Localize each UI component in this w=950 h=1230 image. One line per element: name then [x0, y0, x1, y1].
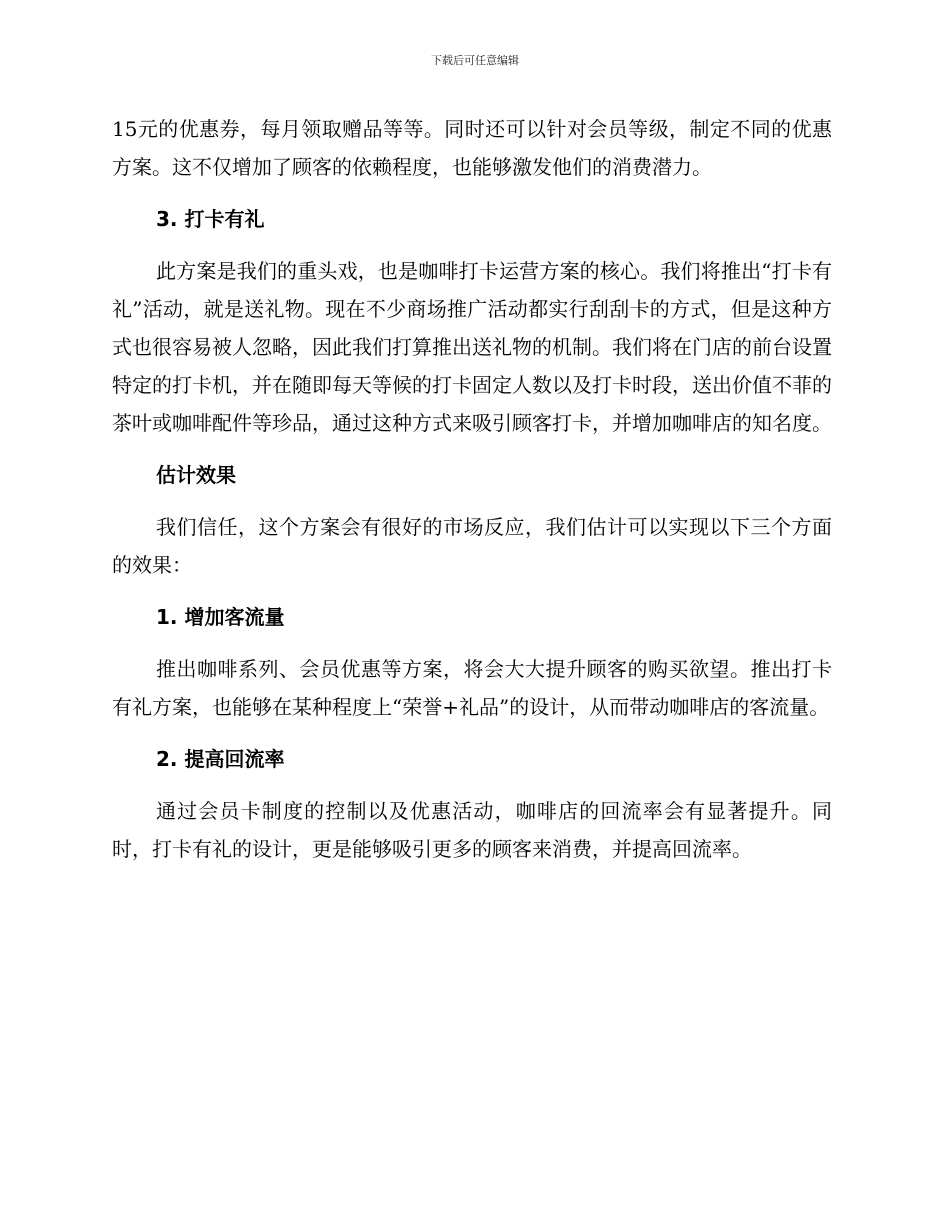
section-heading-return-rate: 2. 提高回流率: [156, 747, 285, 771]
paragraph-increase-traffic: 推出咖啡系列、会员优惠等方案，将会大大提升顾客的购买欲望。推出打卡有礼方案，也能够在某种程度上“荣誉+礼品”的设计，从而带动咖啡店的客流量。: [112, 657, 832, 719]
document-body: [112, 110, 832, 868]
section-heading-expected-effects: 估计效果: [156, 463, 236, 487]
paragraph-membership-discounts: 15元的优惠券，每月领取赠品等等。同时还可以针对会员等级，制定不同的优惠方案。这不仅增加了顾客的依赖程度，也能够激发他们的消费潜力。: [112, 117, 832, 179]
paragraph-return-rate: 通过会员卡制度的控制以及优惠活动，咖啡店的回流率会有显著提升。同时，打卡有礼的设计，更是能够吸引更多的顾客来消费，并提高回流率。: [112, 799, 832, 861]
section-heading-increase-traffic: 1. 增加客流量: [156, 605, 285, 629]
page-header: 下载后可任意编辑: [431, 54, 519, 67]
section-heading-checkin-gifts: 3. 打卡有礼: [156, 207, 265, 231]
paragraph-expected-effects: 我们信任，这个方案会有很好的市场反应，我们估计可以实现以下三个方面的效果：: [112, 515, 832, 577]
paragraph-checkin-gifts: 此方案是我们的重头戏，也是咖啡打卡运营方案的核心。我们将推出“打卡有礼”活动，就是送礼物。现在不少商场推广活动都实行刮刮卡的方式，但是这种方式也很容易被人忽略，因此我们打算推出送礼物的机制。我们将在门店的前台设置特定的打卡机，并在随即每天等候的打卡固定人数以及打卡时段，送出价值不菲的茶叶或咖啡配件等珍品，通过这种方式来吸引顾客打卡，并增加咖啡店的知名度。: [112, 259, 832, 435]
